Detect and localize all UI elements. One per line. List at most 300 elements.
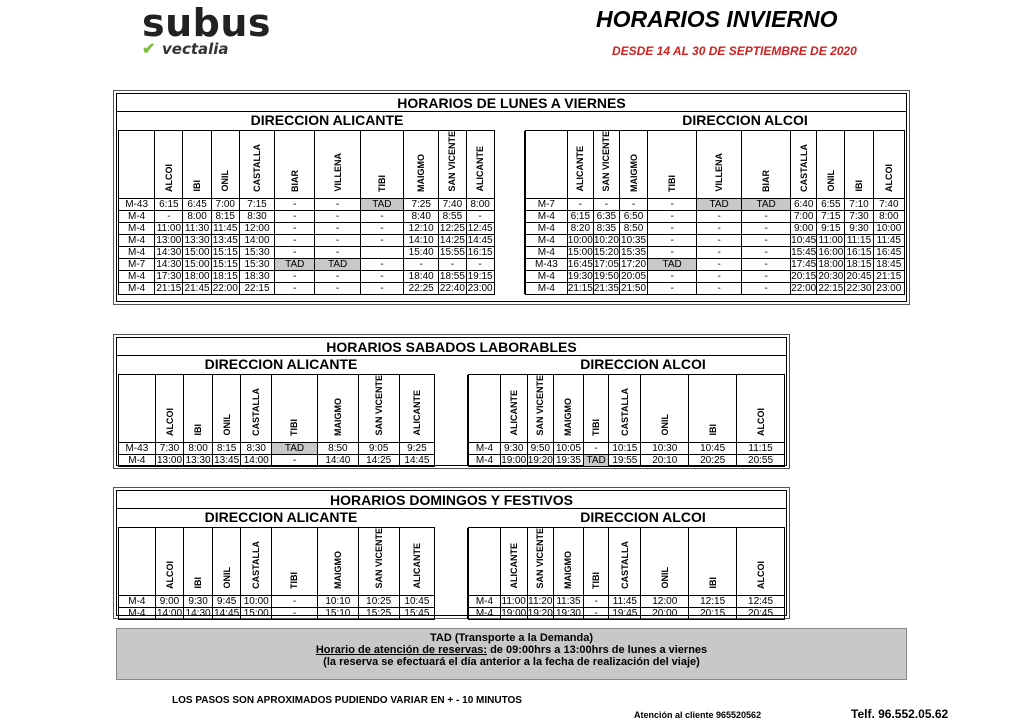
time-cell: 22:15 bbox=[239, 282, 274, 294]
table-row bbox=[526, 258, 905, 270]
time-cell: 9:00 bbox=[155, 595, 184, 607]
time-cell: 7:15 bbox=[817, 210, 845, 222]
time-cell: 19:35 bbox=[554, 454, 584, 466]
time-cell: 11:00 bbox=[156, 222, 182, 234]
time-cell: 8:50 bbox=[619, 222, 647, 234]
time-cell: - bbox=[360, 210, 403, 222]
time-cell: - bbox=[439, 258, 466, 270]
time-cell: 7:25 bbox=[404, 198, 439, 210]
time-cell: 15:15 bbox=[212, 246, 238, 258]
time-cell: TAD bbox=[315, 258, 360, 270]
table-row bbox=[469, 454, 785, 466]
time-cell: 20:05 bbox=[621, 270, 647, 282]
time-cell: 23:00 bbox=[873, 282, 904, 294]
time-cell: 18:15 bbox=[212, 270, 238, 282]
column-header bbox=[554, 375, 584, 443]
time-cell bbox=[494, 246, 524, 258]
time-cell: 8:00 bbox=[466, 198, 494, 210]
time-cell: 7:30 bbox=[155, 442, 184, 454]
line-code: M-4 bbox=[119, 222, 155, 234]
time-cell bbox=[494, 198, 524, 210]
table-row bbox=[526, 234, 905, 246]
time-cell: 10:45 bbox=[791, 234, 817, 246]
column-header-label: VILLENA bbox=[332, 153, 343, 192]
column-header-label: IBI bbox=[193, 577, 204, 589]
header-row bbox=[119, 131, 525, 199]
table-row bbox=[469, 595, 785, 607]
time-cell: TAD bbox=[648, 258, 697, 270]
line-code: M-4 bbox=[119, 246, 155, 258]
line-code: M-4 bbox=[119, 607, 156, 619]
table-row bbox=[526, 210, 905, 222]
time-cell: 10:20 bbox=[593, 234, 619, 246]
column-header bbox=[641, 528, 689, 596]
time-cell: 14:25 bbox=[439, 234, 465, 246]
column-header-label: ONIL bbox=[825, 170, 836, 192]
time-cell: 14:40 bbox=[317, 454, 358, 466]
column-header bbox=[697, 131, 742, 199]
time-cell: 15:00 bbox=[567, 246, 593, 258]
saturday-dir-alcoi: DIRECCION ALCOI bbox=[580, 356, 706, 372]
time-cell: 19:20 bbox=[527, 607, 553, 619]
weekday-dir-alcoi: DIRECCION ALCOI bbox=[682, 112, 808, 128]
time-cell: 9:15 bbox=[817, 222, 845, 234]
time-cell: 21:50 bbox=[621, 282, 647, 294]
date-range: DESDE 14 AL 30 DE SEPTIEMBRE DE 2020 bbox=[612, 44, 857, 58]
time-cell: 10:45 bbox=[399, 595, 435, 607]
column-header bbox=[275, 131, 315, 199]
time-cell: 9:30 bbox=[845, 222, 873, 234]
column-header bbox=[439, 131, 466, 199]
column-header-label: TIBI bbox=[376, 174, 387, 192]
time-cell: 10:00 bbox=[241, 595, 272, 607]
time-cell: - bbox=[466, 210, 494, 222]
time-cell: 14:00 bbox=[157, 607, 183, 619]
column-header bbox=[689, 375, 737, 443]
time-cell: 18:45 bbox=[873, 258, 904, 270]
time-cell: - bbox=[593, 198, 619, 210]
time-cell: 7:40 bbox=[439, 198, 466, 210]
time-cell: - bbox=[567, 198, 593, 210]
time-cell: 22:00 bbox=[212, 282, 238, 294]
time-cell: 15:30 bbox=[239, 246, 274, 258]
column-header bbox=[619, 131, 647, 199]
time-cell: 21:15 bbox=[156, 282, 182, 294]
line-code: M-4 bbox=[119, 454, 156, 466]
time-cell: - bbox=[742, 270, 791, 282]
line-code: M-4 bbox=[119, 210, 155, 222]
time-cell: - bbox=[315, 282, 360, 294]
table-row bbox=[526, 246, 905, 258]
column-header-label: ALICANTE bbox=[508, 543, 519, 589]
column-header-label: ALCOI bbox=[164, 560, 175, 589]
time-cell: - bbox=[697, 270, 742, 282]
time-cell: 13:45 bbox=[214, 454, 240, 466]
time-cell: - bbox=[742, 246, 791, 258]
tad-hours bbox=[117, 644, 906, 656]
column-header bbox=[155, 375, 184, 443]
column-header-label: SAN VICENTE bbox=[535, 528, 546, 589]
sunday-panel bbox=[116, 490, 787, 619]
time-cell: 13:45 bbox=[212, 234, 238, 246]
column-header bbox=[526, 131, 568, 199]
time-cell: TAD bbox=[697, 198, 742, 210]
time-cell: 6:45 bbox=[183, 198, 211, 210]
time-cell: - bbox=[272, 454, 318, 466]
tad-info-box bbox=[116, 628, 907, 680]
time-cell: 8:15 bbox=[212, 442, 241, 454]
table-row bbox=[119, 246, 525, 258]
column-header bbox=[737, 528, 785, 596]
column-header bbox=[399, 528, 435, 596]
time-cell: 9:25 bbox=[399, 442, 435, 454]
time-cell: - bbox=[275, 198, 315, 210]
time-cell bbox=[494, 210, 524, 222]
header-row bbox=[469, 528, 785, 596]
column-header bbox=[315, 131, 360, 199]
line-code: M-4 bbox=[526, 210, 568, 222]
column-header bbox=[609, 375, 641, 443]
column-header-label: SAN VICENTE bbox=[447, 131, 458, 192]
time-cell: 8:30 bbox=[239, 210, 274, 222]
column-header-label: SAN VICENTE bbox=[535, 375, 546, 436]
time-cell: 8:55 bbox=[439, 210, 466, 222]
time-cell: - bbox=[648, 222, 697, 234]
time-cell: 12:10 bbox=[404, 222, 439, 234]
table-row bbox=[119, 607, 468, 619]
column-header bbox=[817, 131, 845, 199]
sunday-dir-alcoi: DIRECCION ALCOI bbox=[580, 509, 706, 525]
time-cell: 19:55 bbox=[609, 454, 641, 466]
time-cell: 14:00 bbox=[241, 454, 272, 466]
time-cell: 13:30 bbox=[185, 454, 211, 466]
time-cell: 16:15 bbox=[467, 246, 493, 258]
time-cell: 19:15 bbox=[467, 270, 493, 282]
time-cell: 9:50 bbox=[527, 442, 554, 454]
time-cell: 14:30 bbox=[185, 607, 211, 619]
column-header bbox=[211, 131, 239, 199]
sunday-dir-alicante: DIRECCION ALICANTE bbox=[204, 509, 358, 525]
time-cell: 15:00 bbox=[184, 258, 210, 270]
time-cell: 15:40 bbox=[404, 246, 439, 258]
time-cell bbox=[435, 442, 468, 454]
time-cell: - bbox=[275, 270, 315, 282]
time-cell: 21:45 bbox=[184, 282, 210, 294]
line-code: M-4 bbox=[469, 454, 501, 466]
time-cell: - bbox=[275, 282, 315, 294]
column-header bbox=[155, 131, 183, 199]
time-cell: 12:45 bbox=[737, 595, 785, 607]
table-row bbox=[119, 198, 525, 210]
time-cell bbox=[494, 222, 524, 234]
time-cell: - bbox=[742, 222, 791, 234]
column-header-label: MAIGMO bbox=[332, 397, 343, 436]
time-cell: 13:00 bbox=[157, 454, 183, 466]
column-header-label: CASTALLA bbox=[251, 540, 262, 589]
time-cell: - bbox=[315, 210, 360, 222]
line-code: M-4 bbox=[119, 234, 155, 246]
time-cell: 12:45 bbox=[467, 222, 493, 234]
time-cell: 11:00 bbox=[818, 234, 843, 246]
column-header bbox=[119, 131, 155, 199]
weekday-table-alcoi bbox=[525, 130, 905, 295]
time-cell: 19:30 bbox=[567, 270, 593, 282]
time-cell: - bbox=[742, 210, 791, 222]
time-cell: TAD bbox=[272, 442, 318, 454]
column-header-label: ONIL bbox=[220, 170, 231, 192]
column-header-label: ALICANTE bbox=[475, 146, 486, 192]
time-cell: 21:35 bbox=[593, 282, 619, 294]
column-header bbox=[641, 375, 689, 443]
time-cell: 10:00 bbox=[567, 234, 593, 246]
logo-subtext: vectalia bbox=[162, 40, 229, 58]
time-cell: - bbox=[697, 222, 742, 234]
time-cell bbox=[360, 246, 403, 258]
column-header bbox=[466, 131, 494, 199]
weekday-title: HORARIOS DE LUNES A VIERNES bbox=[117, 95, 906, 112]
line-code: M-43 bbox=[119, 442, 156, 454]
time-cell: 19:50 bbox=[593, 270, 619, 282]
time-cell: - bbox=[315, 234, 360, 246]
table-row bbox=[119, 222, 525, 234]
subus-logo bbox=[142, 2, 322, 60]
column-header bbox=[873, 131, 904, 199]
time-cell: 7:40 bbox=[873, 198, 904, 210]
time-cell: 14:10 bbox=[404, 234, 439, 246]
line-code: M-4 bbox=[119, 270, 155, 282]
time-cell: 12:15 bbox=[689, 595, 737, 607]
column-header bbox=[554, 528, 584, 596]
time-cell: 10:25 bbox=[358, 595, 399, 607]
column-header-label: CASTALLA bbox=[252, 143, 262, 192]
time-cell: 15:15 bbox=[212, 258, 238, 270]
line-code: M-7 bbox=[526, 198, 568, 210]
time-cell: 20:15 bbox=[791, 270, 817, 282]
time-cell: 11:15 bbox=[846, 234, 872, 246]
table-row bbox=[119, 270, 525, 282]
time-cell: 22:00 bbox=[791, 282, 817, 294]
time-cell bbox=[494, 282, 524, 294]
time-cell: 8:15 bbox=[211, 210, 239, 222]
time-cell: 9:05 bbox=[358, 442, 399, 454]
time-cell: 20:25 bbox=[689, 454, 737, 466]
column-header-label: TIBI bbox=[289, 571, 300, 589]
table-row bbox=[119, 258, 525, 270]
column-header bbox=[404, 131, 439, 199]
time-cell: - bbox=[697, 246, 742, 258]
time-cell: 22:30 bbox=[846, 282, 872, 294]
time-cell: - bbox=[697, 282, 742, 294]
column-header-label: IBI bbox=[193, 424, 204, 436]
footer-note: LOS PASOS SON APROXIMADOS PUDIENDO VARIAR EN + - 10 MINUTOS bbox=[172, 695, 522, 706]
time-cell: 8:00 bbox=[184, 442, 213, 454]
time-cell: - bbox=[583, 607, 609, 619]
time-cell: 15:25 bbox=[358, 607, 399, 619]
time-cell: 13:00 bbox=[156, 234, 182, 246]
time-cell: 9:30 bbox=[500, 442, 527, 454]
time-cell: 20:45 bbox=[846, 270, 872, 282]
time-cell: 15:00 bbox=[241, 607, 272, 619]
weekday-table-alicante bbox=[118, 130, 525, 295]
table-row bbox=[526, 270, 905, 282]
time-cell: 22:40 bbox=[439, 282, 465, 294]
time-cell: 11:15 bbox=[737, 442, 785, 454]
time-cell: - bbox=[648, 246, 697, 258]
time-cell: 20:55 bbox=[737, 454, 785, 466]
time-cell: 11:45 bbox=[609, 595, 641, 607]
table-row bbox=[119, 442, 468, 454]
time-cell: 12:25 bbox=[439, 222, 465, 234]
time-cell: 18:30 bbox=[239, 270, 274, 282]
time-cell: 7:30 bbox=[845, 210, 873, 222]
tad-hours-label: Horario de atención de reservas: bbox=[315, 644, 488, 656]
table-row bbox=[469, 442, 785, 454]
time-cell: 6:15 bbox=[567, 210, 593, 222]
page-title: HORARIOS INVIERNO bbox=[596, 6, 838, 32]
time-cell: 15:45 bbox=[399, 607, 435, 619]
column-header bbox=[737, 375, 785, 443]
time-cell: 14:30 bbox=[156, 246, 182, 258]
table-row bbox=[119, 454, 468, 466]
leaf-icon: ✔ bbox=[142, 41, 156, 58]
time-cell: 20:30 bbox=[818, 270, 844, 282]
time-cell: 14:45 bbox=[399, 454, 435, 466]
table-row bbox=[526, 222, 905, 234]
line-code: M-7 bbox=[119, 258, 155, 270]
column-header-label: ALCOI bbox=[164, 407, 175, 436]
header-row bbox=[119, 375, 468, 443]
time-cell: - bbox=[275, 210, 315, 222]
table-row bbox=[119, 210, 525, 222]
time-cell: - bbox=[272, 595, 318, 607]
time-cell: - bbox=[360, 282, 403, 294]
sunday-table-alcoi bbox=[468, 527, 785, 620]
column-header-label: IBI bbox=[707, 424, 718, 436]
time-cell: - bbox=[275, 246, 315, 258]
time-cell: - bbox=[648, 210, 697, 222]
column-header-label: TIBI bbox=[289, 418, 300, 436]
column-header-label: VILLENA bbox=[714, 153, 725, 192]
column-header bbox=[791, 131, 817, 199]
time-cell: 16:45 bbox=[567, 258, 593, 270]
time-cell: 14:25 bbox=[358, 454, 399, 466]
column-header bbox=[358, 528, 399, 596]
line-code: M-4 bbox=[119, 282, 155, 294]
column-header-label: ALCOI bbox=[883, 163, 894, 192]
time-cell: 8:20 bbox=[567, 222, 593, 234]
time-cell: - bbox=[360, 234, 403, 246]
column-header-label: ALCOI bbox=[755, 407, 766, 436]
column-header-label: MAIGMO bbox=[563, 397, 574, 436]
weekday-panel bbox=[116, 93, 907, 302]
time-cell: 7:15 bbox=[239, 198, 274, 210]
sunday-title: HORARIOS DOMINGOS Y FESTIVOS bbox=[117, 492, 786, 509]
time-cell bbox=[494, 270, 524, 282]
table-row bbox=[119, 282, 525, 294]
column-header bbox=[500, 375, 527, 443]
time-cell: - bbox=[648, 270, 697, 282]
column-header bbox=[272, 528, 318, 596]
time-cell: 18:00 bbox=[184, 270, 210, 282]
column-header-label: TIBI bbox=[591, 418, 602, 436]
time-cell: 17:20 bbox=[621, 258, 647, 270]
time-cell: 6:35 bbox=[593, 210, 619, 222]
logo-text: subus bbox=[142, 1, 272, 45]
time-cell: - bbox=[275, 222, 315, 234]
header-row bbox=[119, 528, 468, 596]
weekday-dir-alicante: DIRECCION ALICANTE bbox=[250, 112, 404, 128]
time-cell: TAD bbox=[360, 198, 403, 210]
time-cell: 8:40 bbox=[404, 210, 439, 222]
table-row bbox=[119, 595, 468, 607]
time-cell: 23:00 bbox=[467, 282, 493, 294]
time-cell: - bbox=[360, 222, 403, 234]
column-header-label: ALICANTE bbox=[411, 543, 422, 589]
time-cell bbox=[435, 607, 468, 619]
time-cell: - bbox=[697, 258, 742, 270]
time-cell: 22:15 bbox=[818, 282, 844, 294]
time-cell: - bbox=[315, 222, 360, 234]
time-cell: 11:20 bbox=[528, 595, 553, 607]
tad-title: TAD (Transporte a la Demanda) bbox=[430, 632, 593, 644]
line-code: M-4 bbox=[526, 282, 568, 294]
line-code: M-4 bbox=[469, 607, 501, 619]
time-cell: - bbox=[619, 198, 647, 210]
column-header-label: ALICANTE bbox=[411, 390, 422, 436]
time-cell bbox=[494, 234, 524, 246]
line-code: M-4 bbox=[526, 270, 568, 282]
column-header bbox=[469, 375, 501, 443]
column-header-label: ONIL bbox=[659, 567, 670, 589]
column-header-label: MAIGMO bbox=[628, 153, 639, 192]
time-cell: 8:50 bbox=[317, 442, 358, 454]
time-cell: 11:45 bbox=[213, 222, 238, 234]
header-row bbox=[469, 375, 785, 443]
column-header-label: ONIL bbox=[221, 414, 232, 436]
column-header-label: CASTALLA bbox=[619, 387, 630, 436]
customer-service: Atención al cliente 965520562 bbox=[634, 710, 762, 720]
line-code: M-43 bbox=[526, 258, 568, 270]
time-cell: 11:45 bbox=[873, 234, 904, 246]
time-cell: 22:25 bbox=[404, 282, 439, 294]
time-cell: TAD bbox=[742, 198, 791, 210]
column-header-label: IBI bbox=[707, 577, 718, 589]
table-row bbox=[119, 234, 525, 246]
column-header bbox=[583, 528, 609, 596]
time-cell: 19:45 bbox=[609, 607, 641, 619]
time-cell: - bbox=[466, 258, 494, 270]
time-cell: 9:45 bbox=[212, 595, 241, 607]
time-cell: - bbox=[742, 258, 791, 270]
time-cell: 6:50 bbox=[619, 210, 647, 222]
column-header bbox=[500, 528, 527, 596]
time-cell bbox=[494, 258, 524, 270]
time-cell: - bbox=[404, 258, 439, 270]
time-cell: 18:40 bbox=[404, 270, 439, 282]
column-header-label: TIBI bbox=[667, 174, 678, 192]
line-code: M-4 bbox=[526, 222, 568, 234]
saturday-panel bbox=[116, 337, 787, 466]
time-cell: - bbox=[315, 246, 360, 258]
time-cell: 11:00 bbox=[501, 595, 526, 607]
line-code: M-4 bbox=[119, 595, 156, 607]
time-cell: 15:30 bbox=[239, 258, 274, 270]
time-cell: 10:35 bbox=[621, 234, 647, 246]
time-cell: 17:30 bbox=[156, 270, 182, 282]
column-header bbox=[435, 375, 468, 443]
time-cell: 12:00 bbox=[239, 222, 274, 234]
time-cell bbox=[435, 454, 468, 466]
